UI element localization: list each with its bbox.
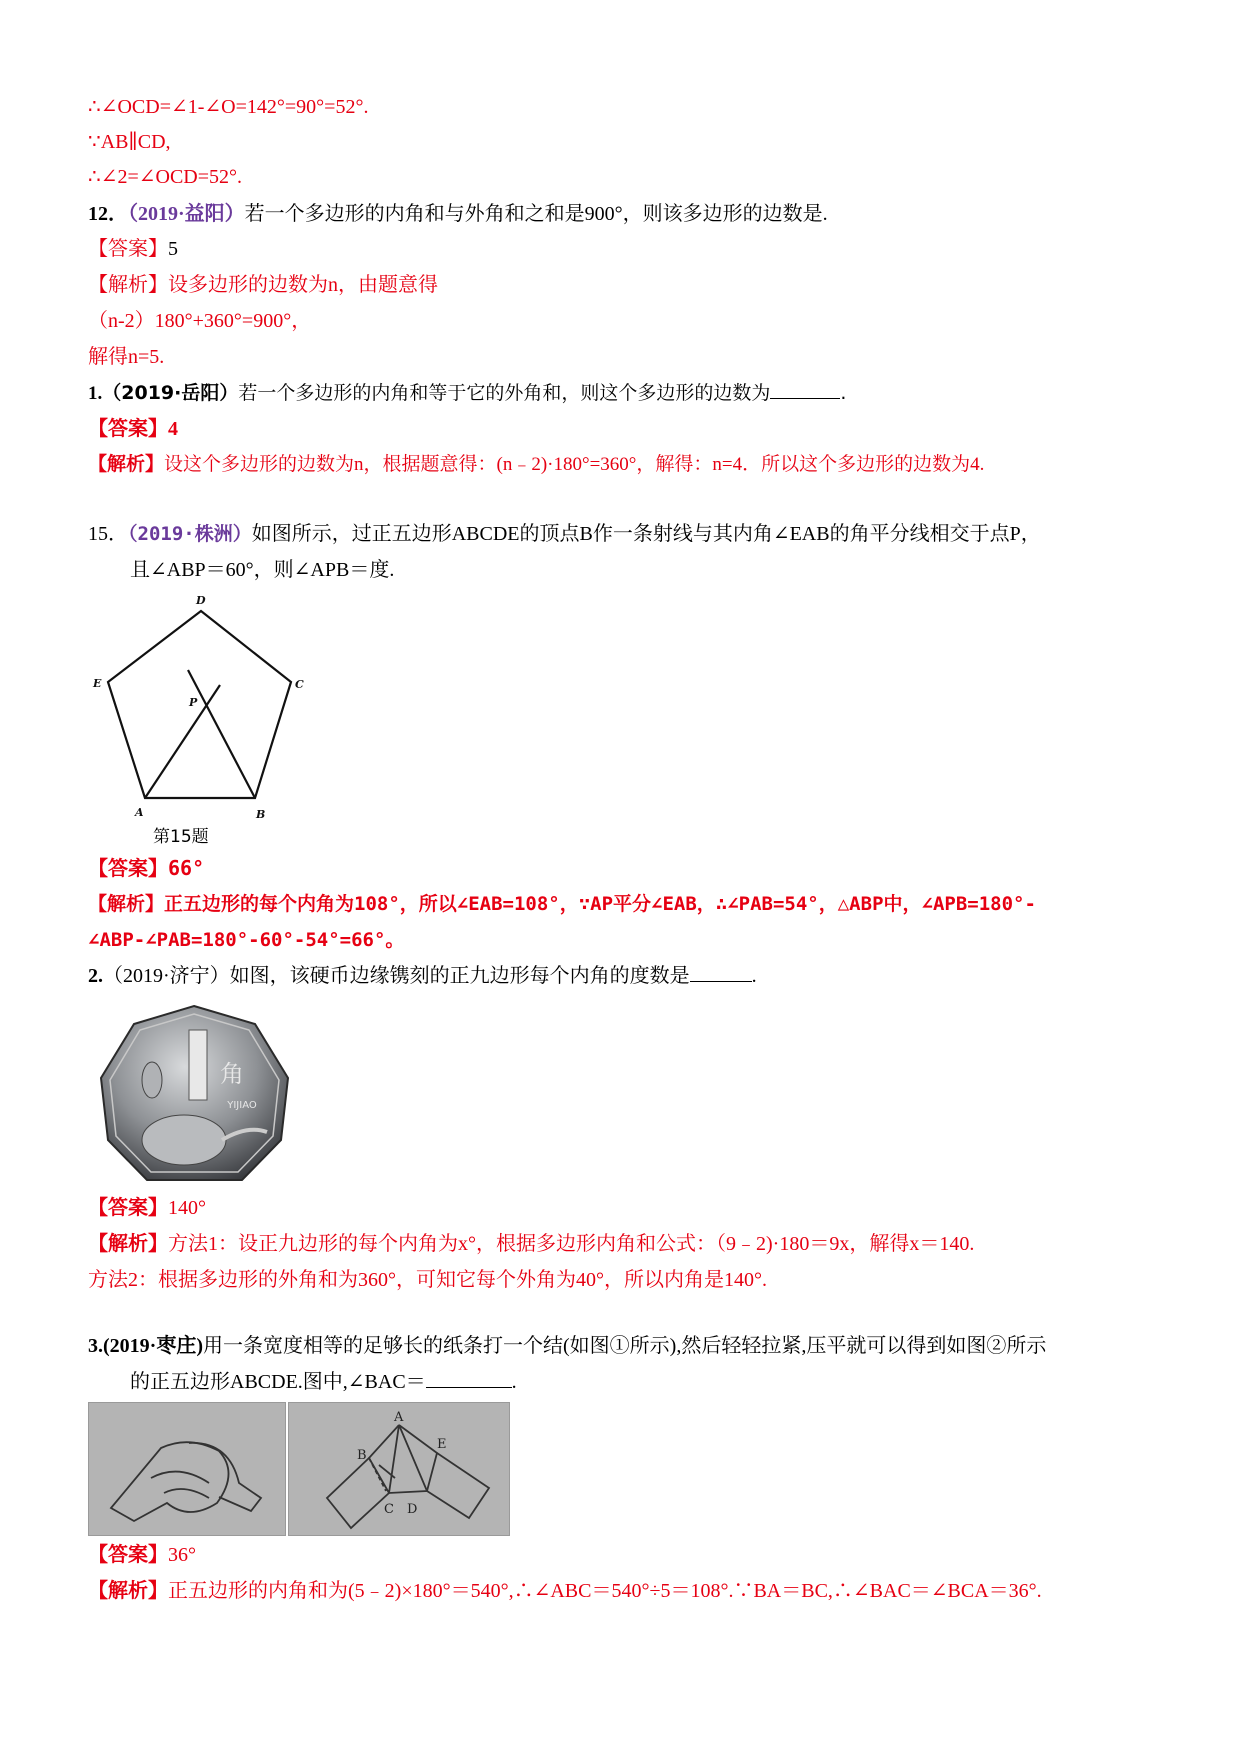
q1-answer-value: 4 (168, 418, 178, 440)
q15-analysis-line-2: ∠ABP-∠PAB=180°-60°-54°=66°。 (88, 929, 405, 951)
label-c: C (295, 678, 304, 691)
label-d: D (196, 594, 206, 607)
analysis-label: 【解析】 (88, 274, 168, 296)
q15-source: （2019·株洲） (128, 523, 252, 545)
coin-char: 角 (220, 1060, 244, 1088)
q2-analysis-text-1: 方法1：设正九边形的每个内角为x°，根据多边形内角和公式：（9﹣2)·180＝9x，解得x＝140. (168, 1233, 975, 1255)
q15-answer (88, 853, 204, 883)
q1-number: 1. (88, 383, 103, 404)
label-e: E (93, 677, 102, 690)
pentagon-diagram (85, 588, 315, 818)
q15-number: 15． (88, 523, 128, 545)
nonagon-coin (92, 1000, 297, 1190)
prev-solution-line-1: ∴∠OCD=∠1-∠O=142°=90°=52°. (88, 96, 369, 118)
q2-question (88, 961, 757, 991)
q12-source: （2019·益阳） (128, 203, 245, 225)
q15-analysis-line-1 (88, 889, 1036, 919)
q12-answer-value: 5 (168, 238, 178, 260)
q1-analysis-text: 设这个多边形的边数为n，根据题意得：(n﹣2)·180°=360°，解得：n=4．所以这个多边形的边数为4. (164, 454, 985, 475)
q3-question-line-1 (88, 1331, 1046, 1361)
answer-label: 【答案】 (88, 238, 168, 260)
answer-blank (690, 963, 752, 982)
q12-analysis (88, 270, 438, 300)
q1-question-end: . (840, 382, 847, 404)
q3-question-line-2 (130, 1367, 517, 1397)
q12-text: 若一个多边形的内角和与外角和之和是900°，则该多边形的边数是. (244, 203, 828, 225)
knot-figure-1 (88, 1402, 286, 1536)
coin-image (92, 1000, 297, 1190)
pentagon-figure (85, 588, 315, 818)
q1-question (88, 378, 846, 409)
prev-solution-line-3: ∴∠2=∠OCD=52°. (88, 166, 243, 188)
q15-question-line-1 (88, 519, 1041, 549)
q12-number: 12． (88, 203, 128, 225)
label-p: P (189, 696, 198, 709)
fig2-label-a: A (394, 1410, 404, 1425)
q2-number: 2. (88, 965, 103, 987)
q15-text-1: 如图所示，过正五边形ABCDE的顶点B作一条射线与其内角∠EAB的角平分线相交于点P， (251, 523, 1041, 545)
q3-source: (2019·枣庄) (103, 1335, 203, 1357)
fig2-label-e: E (437, 1437, 447, 1452)
answer-blank (426, 1369, 512, 1388)
analysis-label: 【解析】 (88, 1580, 168, 1602)
answer-label: 【答案】 (88, 418, 168, 440)
answer-label: 【答案】 (88, 1197, 168, 1219)
fig2-label-c: C (384, 1502, 394, 1517)
analysis-label: 【解析】 (88, 1233, 168, 1255)
q3-answer (88, 1540, 196, 1570)
q2-question-end: . (751, 965, 757, 987)
fig2-label-d: D (407, 1502, 418, 1517)
q2-answer (88, 1193, 206, 1223)
q2-analysis-line-1 (88, 1229, 974, 1259)
q12-analysis-line-3: 解得n=5. (88, 346, 165, 368)
q1-text: 若一个多边形的内角和等于它的外角和，则这个多边形的边数为 (238, 382, 771, 404)
label-a: A (135, 806, 144, 818)
analysis-label: 【解析】 (88, 454, 165, 475)
q15-question-line-2: 且∠ABP＝60°，则∠APB＝度. (130, 559, 395, 581)
q2-answer-value: 140° (168, 1197, 206, 1219)
q15-analysis-text-1: 正五边形的每个内角为108°，所以∠EAB=108°，∵AP平分∠EAB，∴∠PAB=54°，△ABP中，∠APB=180°- (164, 893, 1036, 915)
q3-analysis-text: 正五边形的内角和为(5﹣2)×180°＝540°,∴∠ABC＝540°÷5＝108°.∵BA＝BC,∴∠BAC＝∠BCA＝36°. (168, 1580, 1042, 1602)
q2-text: 如图，该硬币边缘镌刻的正九边形每个内角的度数是 (229, 965, 690, 987)
answer-blank (770, 380, 840, 399)
q3-analysis (88, 1576, 1042, 1606)
answer-label: 【答案】 (88, 856, 168, 880)
analysis-label: 【解析】 (88, 893, 165, 915)
q3-text-2: 的正五边形ABCDE.图中,∠BAC＝ (130, 1371, 426, 1393)
q2-source: （2019·济宁） (103, 965, 230, 987)
answer-label: 【答案】 (88, 1544, 168, 1566)
coin-pinyin: YIJIAO (227, 1100, 257, 1111)
q3-answer-value: 36° (168, 1544, 196, 1566)
q1-analysis (88, 450, 984, 480)
q3-number: 3. (88, 1335, 103, 1357)
q12-question (88, 199, 828, 229)
fig2-label-b: B (357, 1448, 367, 1463)
q3-question-end: . (511, 1371, 517, 1393)
q12-answer (88, 234, 178, 264)
strip-pentagon-diagram (289, 1403, 509, 1535)
q1-answer (88, 414, 178, 444)
figure-caption: 第15题 (153, 827, 209, 847)
knot-diagram (89, 1403, 285, 1535)
pentagon-strip-figure-2 (288, 1402, 510, 1536)
q12-analysis-line-1: 设多边形的边数为n，由题意得 (168, 274, 438, 296)
prev-solution-line-2: ∵AB∥CD, (88, 131, 171, 153)
q2-analysis-line-2: 方法2：根据多边形的外角和为360°，可知它每个外角为40°，所以内角是140°. (88, 1269, 767, 1291)
q12-analysis-line-2: （n-2）180°+360°=900°， (88, 310, 312, 332)
q1-source: （2019·岳阳） (102, 382, 239, 404)
q15-answer-value: 66° (168, 856, 205, 880)
label-b: B (256, 808, 266, 818)
q3-text-1: 用一条宽度相等的足够长的纸条打一个结(如图①所示),然后轻轻拉紧,压平就可以得到如图②所示 (203, 1335, 1047, 1357)
